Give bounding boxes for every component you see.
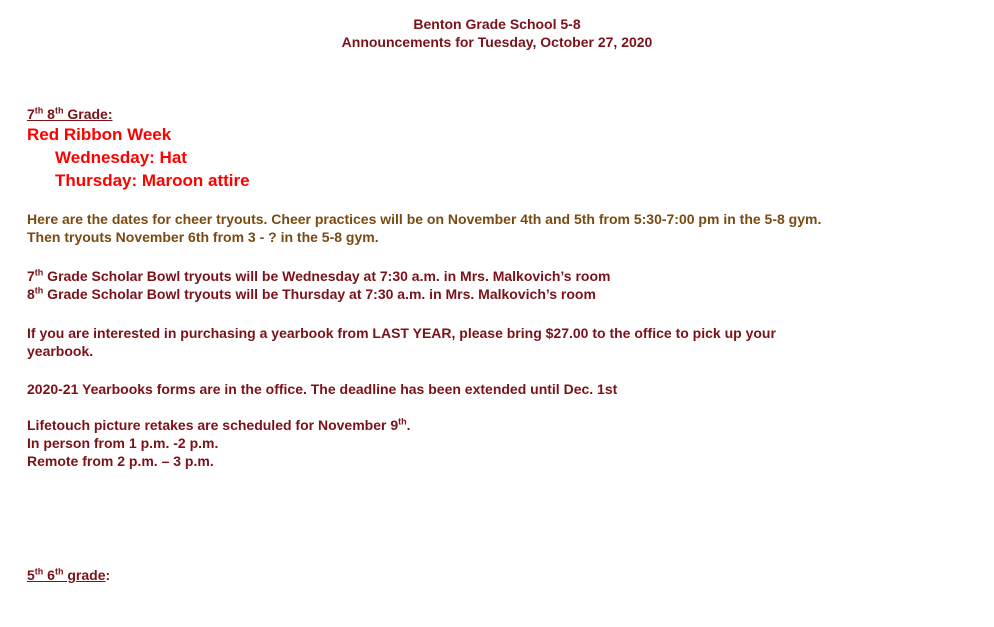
red-ribbon-thursday: Thursday: Maroon attire	[55, 171, 250, 190]
retakes-line-1: Lifetouch picture retakes are scheduled for November 9th.	[27, 416, 411, 433]
red-ribbon-title: Red Ribbon Week	[27, 125, 172, 144]
yearbook-last-line-1: If you are interested in purchasing a yearbook from LAST YEAR, please bring $27.00 to the office to pick up your	[27, 325, 776, 341]
red-ribbon-wednesday: Wednesday: Hat	[55, 148, 187, 167]
yearbook-forms: 2020-21 Yearbooks forms are in the office. The deadline has been extended until Dec. 1st	[27, 381, 618, 397]
cheer-line-1: Here are the dates for cheer tryouts. Cheer practices will be on November 4th and 5th from 5:30-7:00 pm in the 5-8 gym.	[27, 211, 822, 227]
school-title: Benton Grade School 5-8	[413, 16, 581, 32]
grade56-heading: 5th 6th grade:	[27, 566, 111, 583]
retakes-line-2: In person from 1 p.m. -2 p.m.	[27, 435, 219, 451]
cheer-line-2: Then tryouts November 6th from 3 - ? in the 5-8 gym.	[27, 229, 379, 245]
announcement-date: Announcements for Tuesday, October 27, 2020	[341, 34, 653, 50]
grade78-heading: 7th 8th Grade:	[27, 105, 113, 122]
retakes-line-3: Remote from 2 p.m. – 3 p.m.	[27, 453, 214, 469]
yearbook-last-line-2: yearbook.	[27, 343, 94, 359]
scholar-bowl-7th: 7th Grade Scholar Bowl tryouts will be Wednesday at 7:30 a.m. in Mrs. Malkovich’s room	[27, 267, 611, 284]
scholar-bowl-8th: 8th Grade Scholar Bowl tryouts will be Thursday at 7:30 a.m. in Mrs. Malkovich’s room	[27, 285, 596, 302]
